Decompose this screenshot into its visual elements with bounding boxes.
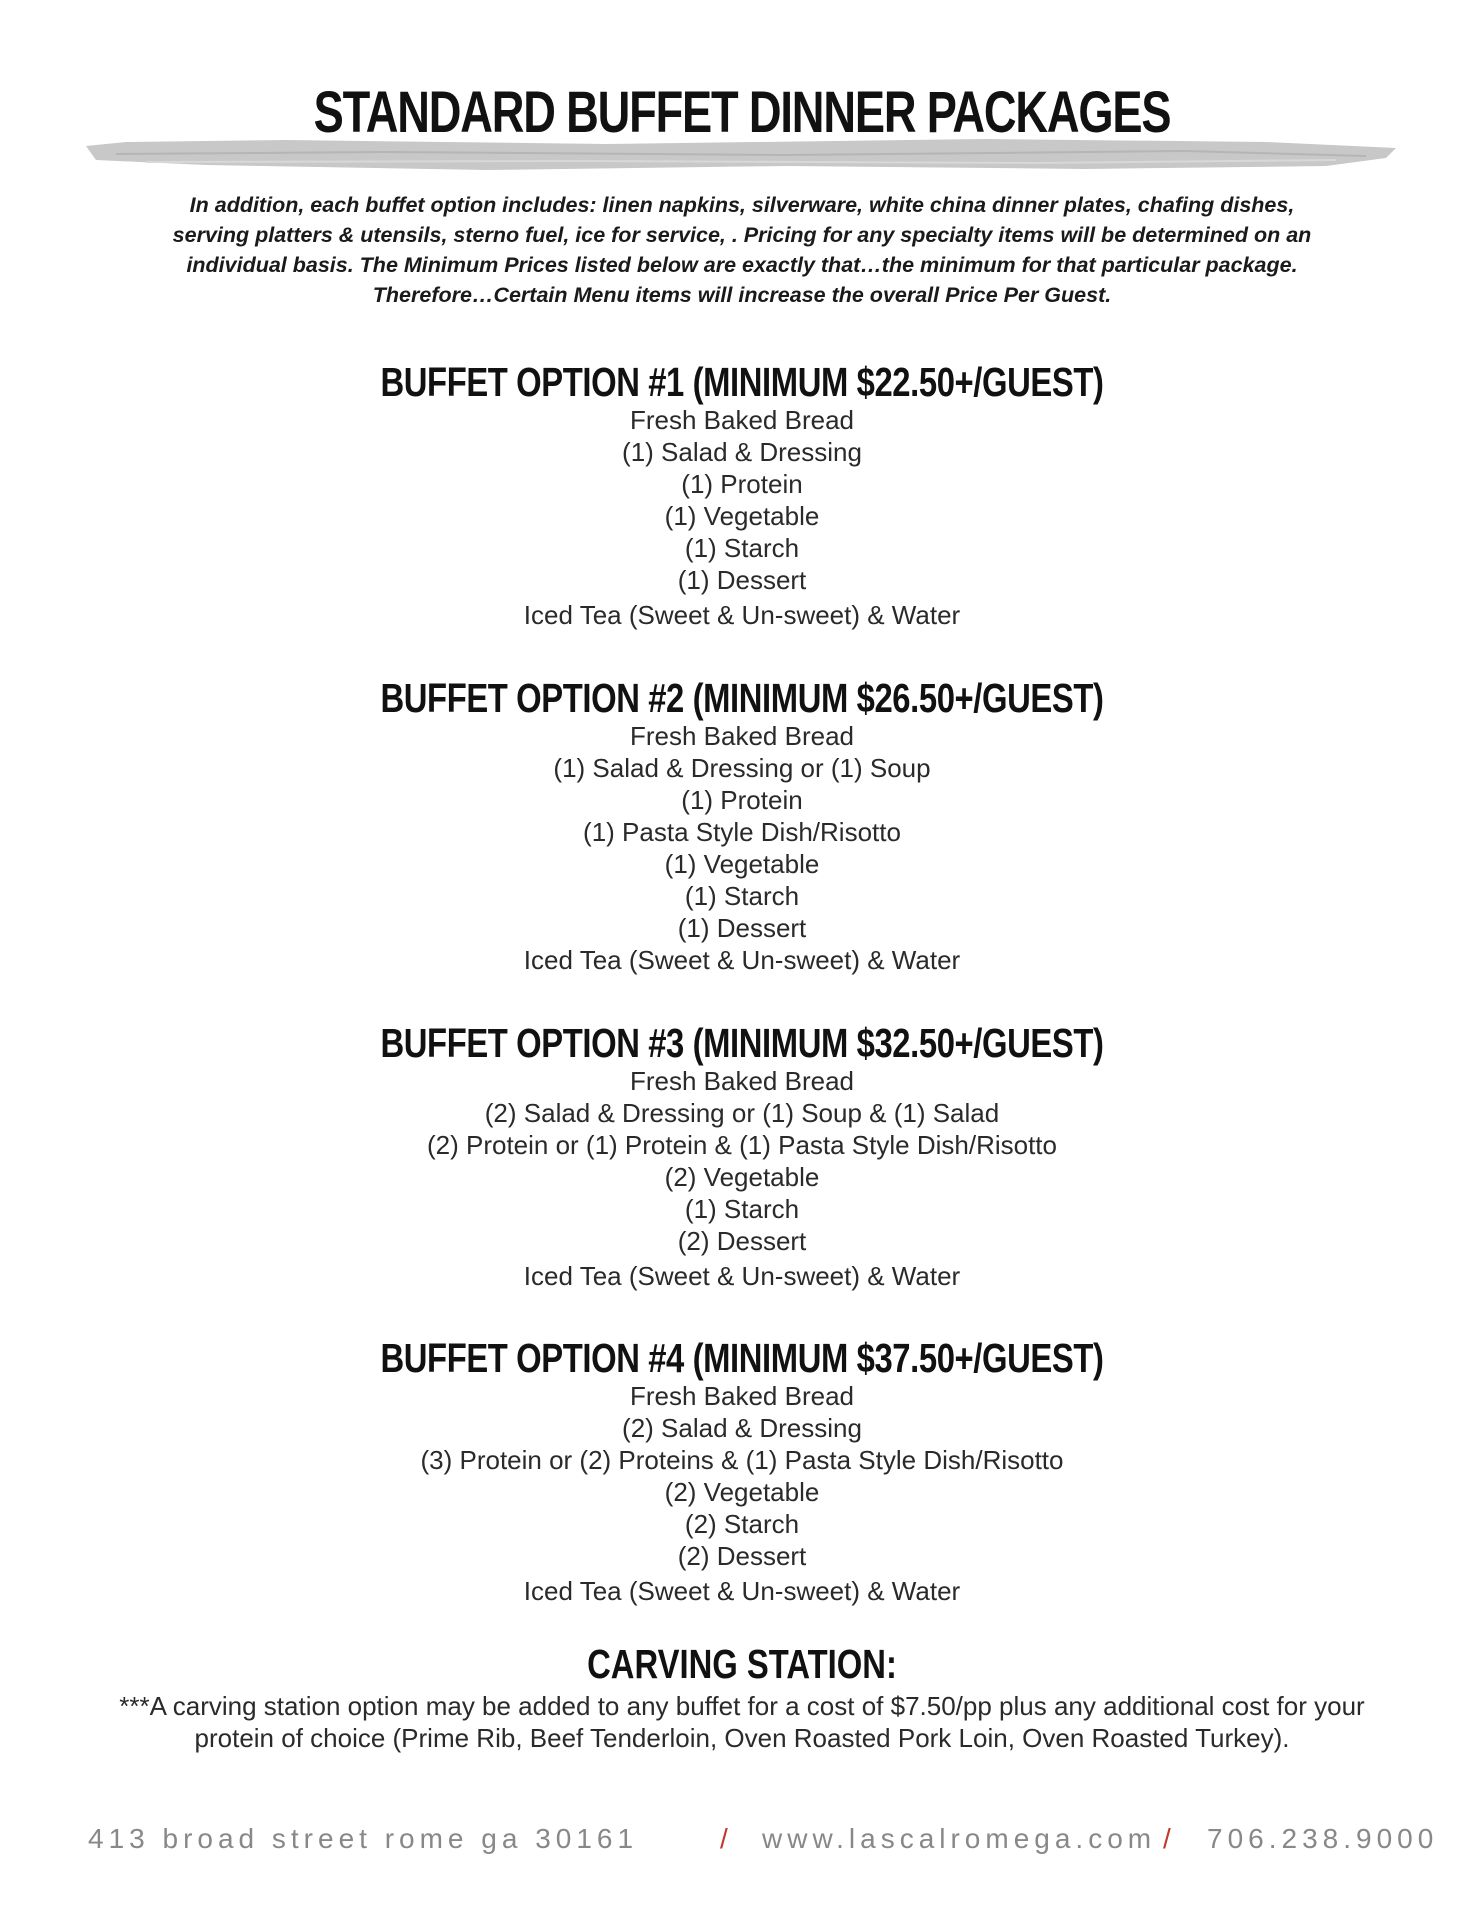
footer-address: 413 broad street rome ga 30161 bbox=[88, 1823, 639, 1854]
menu-item: (1) Starch bbox=[684, 1194, 800, 1224]
menu-item: (1) Vegetable bbox=[664, 501, 820, 531]
menu-item: Fresh Baked Bread bbox=[629, 1381, 854, 1411]
menu-item: (1) Protein bbox=[681, 785, 803, 815]
menu-item: (1) Vegetable bbox=[664, 849, 820, 879]
intro-line: Therefore…Certain Menu items will increase the overall Price Per Guest. bbox=[372, 283, 1112, 307]
option-items bbox=[0, 1380, 1484, 1607]
intro-paragraph bbox=[80, 190, 1404, 310]
menu-item: Fresh Baked Bread bbox=[629, 405, 854, 435]
menu-item: (1) Dessert bbox=[677, 913, 807, 943]
menu-item: Iced Tea (Sweet & Un-sweet) & Water bbox=[523, 1261, 961, 1291]
menu-item: (2) Vegetable bbox=[664, 1162, 820, 1192]
footer-website: www.lascalromega.com bbox=[762, 1823, 1157, 1854]
option-items bbox=[0, 720, 1484, 976]
buffet-option-4 bbox=[0, 1336, 1484, 1607]
menu-item: Fresh Baked Bread bbox=[629, 721, 854, 751]
carving-heading: CARVING STATION: bbox=[587, 1641, 897, 1687]
menu-item: (2) Dessert bbox=[677, 1226, 807, 1256]
carving-station bbox=[0, 1642, 1484, 1754]
option-heading: BUFFET OPTION #4 (MINIMUM $37.50+/GUEST) bbox=[380, 1335, 1104, 1381]
menu-item: Iced Tea (Sweet & Un-sweet) & Water bbox=[523, 945, 961, 975]
menu-item: (1) Pasta Style Dish/Risotto bbox=[583, 817, 901, 847]
menu-item: Iced Tea (Sweet & Un-sweet) & Water bbox=[523, 1576, 961, 1606]
menu-item: (2) Salad & Dressing or (1) Soup & (1) Salad bbox=[484, 1098, 1000, 1128]
footer bbox=[0, 1823, 1484, 1863]
footer-phone: 706.238.9000 bbox=[1207, 1823, 1439, 1854]
menu-item: (2) Vegetable bbox=[664, 1477, 820, 1507]
menu-item: (3) Protein or (2) Proteins & (1) Pasta Style Dish/Risotto bbox=[420, 1445, 1064, 1475]
buffet-option-1 bbox=[0, 360, 1484, 631]
menu-item: Fresh Baked Bread bbox=[629, 1066, 854, 1096]
menu-item: Iced Tea (Sweet & Un-sweet) & Water bbox=[523, 600, 961, 630]
option-heading: BUFFET OPTION #1 (MINIMUM $22.50+/GUEST) bbox=[380, 359, 1104, 405]
menu-item: (1) Salad & Dressing or (1) Soup bbox=[553, 753, 931, 783]
menu-item: (2) Dessert bbox=[677, 1541, 807, 1571]
menu-item: (1) Protein bbox=[681, 469, 803, 499]
option-items bbox=[0, 404, 1484, 631]
option-heading: BUFFET OPTION #3 (MINIMUM $32.50+/GUEST) bbox=[380, 1020, 1104, 1066]
option-heading: BUFFET OPTION #2 (MINIMUM $26.50+/GUEST) bbox=[380, 675, 1104, 721]
intro-line: In addition, each buffet option includes: linen napkins, silverware, white china dinner plates, chafing dishes, bbox=[189, 193, 1295, 217]
page-title: STANDARD BUFFET DINNER PACKAGES bbox=[313, 80, 1171, 145]
menu-item: (1) Starch bbox=[684, 881, 800, 911]
menu-item: (2) Protein or (1) Protein & (1) Pasta Style Dish/Risotto bbox=[426, 1130, 1057, 1160]
intro-line: individual basis. The Minimum Prices listed below are exactly that…the minimum for that particular package. bbox=[186, 253, 1298, 277]
menu-item: (2) Salad & Dressing bbox=[622, 1413, 862, 1443]
buffet-option-2 bbox=[0, 676, 1484, 976]
intro-line: serving platters & utensils, sterno fuel, ice for service, . Pricing for any specialty items will be determined on an bbox=[172, 223, 1312, 247]
option-items bbox=[0, 1065, 1484, 1292]
menu-item: (1) Starch bbox=[684, 533, 800, 563]
carving-description: ***A carving station option may be added to any buffet for a cost of $7.50/pp plus any additional cost for your protein of choice (Prime Rib, Beef Tenderloin, Oven Roasted Pork Loin, Oven Roasted Turkey). bbox=[119, 1691, 1365, 1753]
footer-separator: / bbox=[1163, 1823, 1171, 1854]
menu-item: (1) Salad & Dressing bbox=[622, 437, 862, 467]
menu-item: (1) Dessert bbox=[677, 565, 807, 595]
menu-item: (2) Starch bbox=[684, 1509, 800, 1539]
title-block bbox=[0, 78, 1484, 178]
buffet-option-3 bbox=[0, 1021, 1484, 1292]
footer-separator: / bbox=[720, 1823, 728, 1854]
